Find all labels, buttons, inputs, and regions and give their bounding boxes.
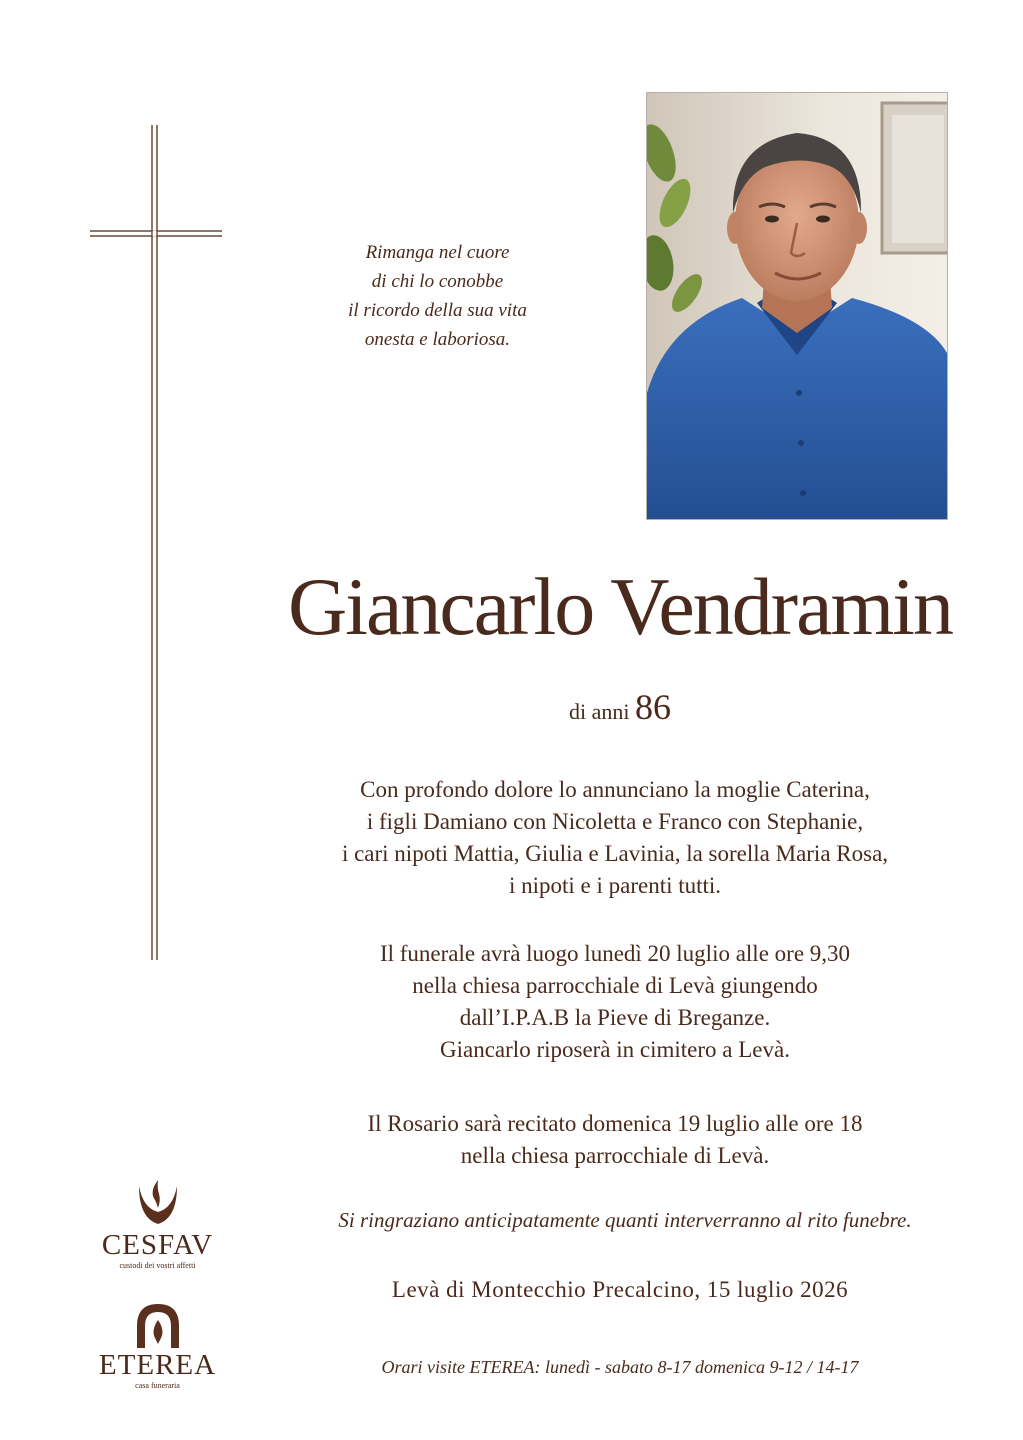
announcement-text: [240, 774, 990, 902]
visiting-hours: Orari visite ETEREA: lunedì - sabato 8-17 domenica 9-12 / 14-17: [381, 1357, 859, 1377]
verse-line: onesta e laboriosa.: [364, 329, 511, 350]
cesfav-name: CESFAV: [101, 1229, 214, 1261]
rosary-details: [240, 1108, 990, 1172]
funeral-line: nella chiesa parrocchiale di Levà giungendo: [412, 973, 818, 998]
verse-line: di chi lo conobbe: [371, 271, 504, 292]
rosary-line: Il Rosario sarà recitato domenica 19 luglio alle ore 18: [367, 1111, 863, 1136]
eterea-arch-icon: [133, 1302, 183, 1350]
portrait-photo: [646, 92, 948, 520]
funeral-line: dall’I.P.A.B la Pieve di Breganze.: [459, 1005, 771, 1030]
eterea-tagline: casa funeraria: [135, 1381, 180, 1390]
announcement-line: i cari nipoti Mattia, Giulia e Lavinia, la sorella Maria Rosa,: [341, 841, 889, 866]
funeral-line: Il funerale avrà luogo lunedì 20 luglio alle ore 9,30: [379, 941, 851, 966]
funeral-line: Giancarlo riposerà in cimitero a Levà.: [440, 1037, 790, 1062]
age-value: 86: [635, 687, 671, 727]
thanks-note: Si ringraziano anticipatamente quanti interverranno al rito funebre.: [338, 1208, 912, 1232]
cross-icon: [90, 125, 222, 960]
rosary-line: nella chiesa parrocchiale di Levà.: [460, 1143, 770, 1168]
funeral-details: [240, 938, 990, 1066]
cesfav-tagline: custodi dei vostri affetti: [119, 1261, 196, 1270]
announcement-line: i nipoti e i parenti tutti.: [508, 873, 722, 898]
announcement-line: i figli Damiano con Nicoletta e Franco con Stephanie,: [366, 809, 864, 834]
eterea-name: ETEREA: [98, 1349, 217, 1381]
deceased-name: Giancarlo Vendramin: [287, 561, 953, 652]
eterea-logo: [80, 1302, 235, 1391]
verse-line: Rimanga nel cuore: [365, 242, 510, 263]
memorial-verse: [300, 238, 575, 354]
verse-line: il ricordo della sua vita: [348, 300, 527, 321]
cesfav-flame-icon: [133, 1178, 183, 1230]
age-label: di anni: [569, 699, 630, 724]
announcement-line: Con profondo dolore lo annunciano la moglie Caterina,: [360, 777, 870, 802]
cesfav-logo: [80, 1178, 235, 1271]
place-date: Levà di Montecchio Precalcino, 15 luglio 2026: [391, 1277, 849, 1302]
age-line: [400, 686, 840, 728]
